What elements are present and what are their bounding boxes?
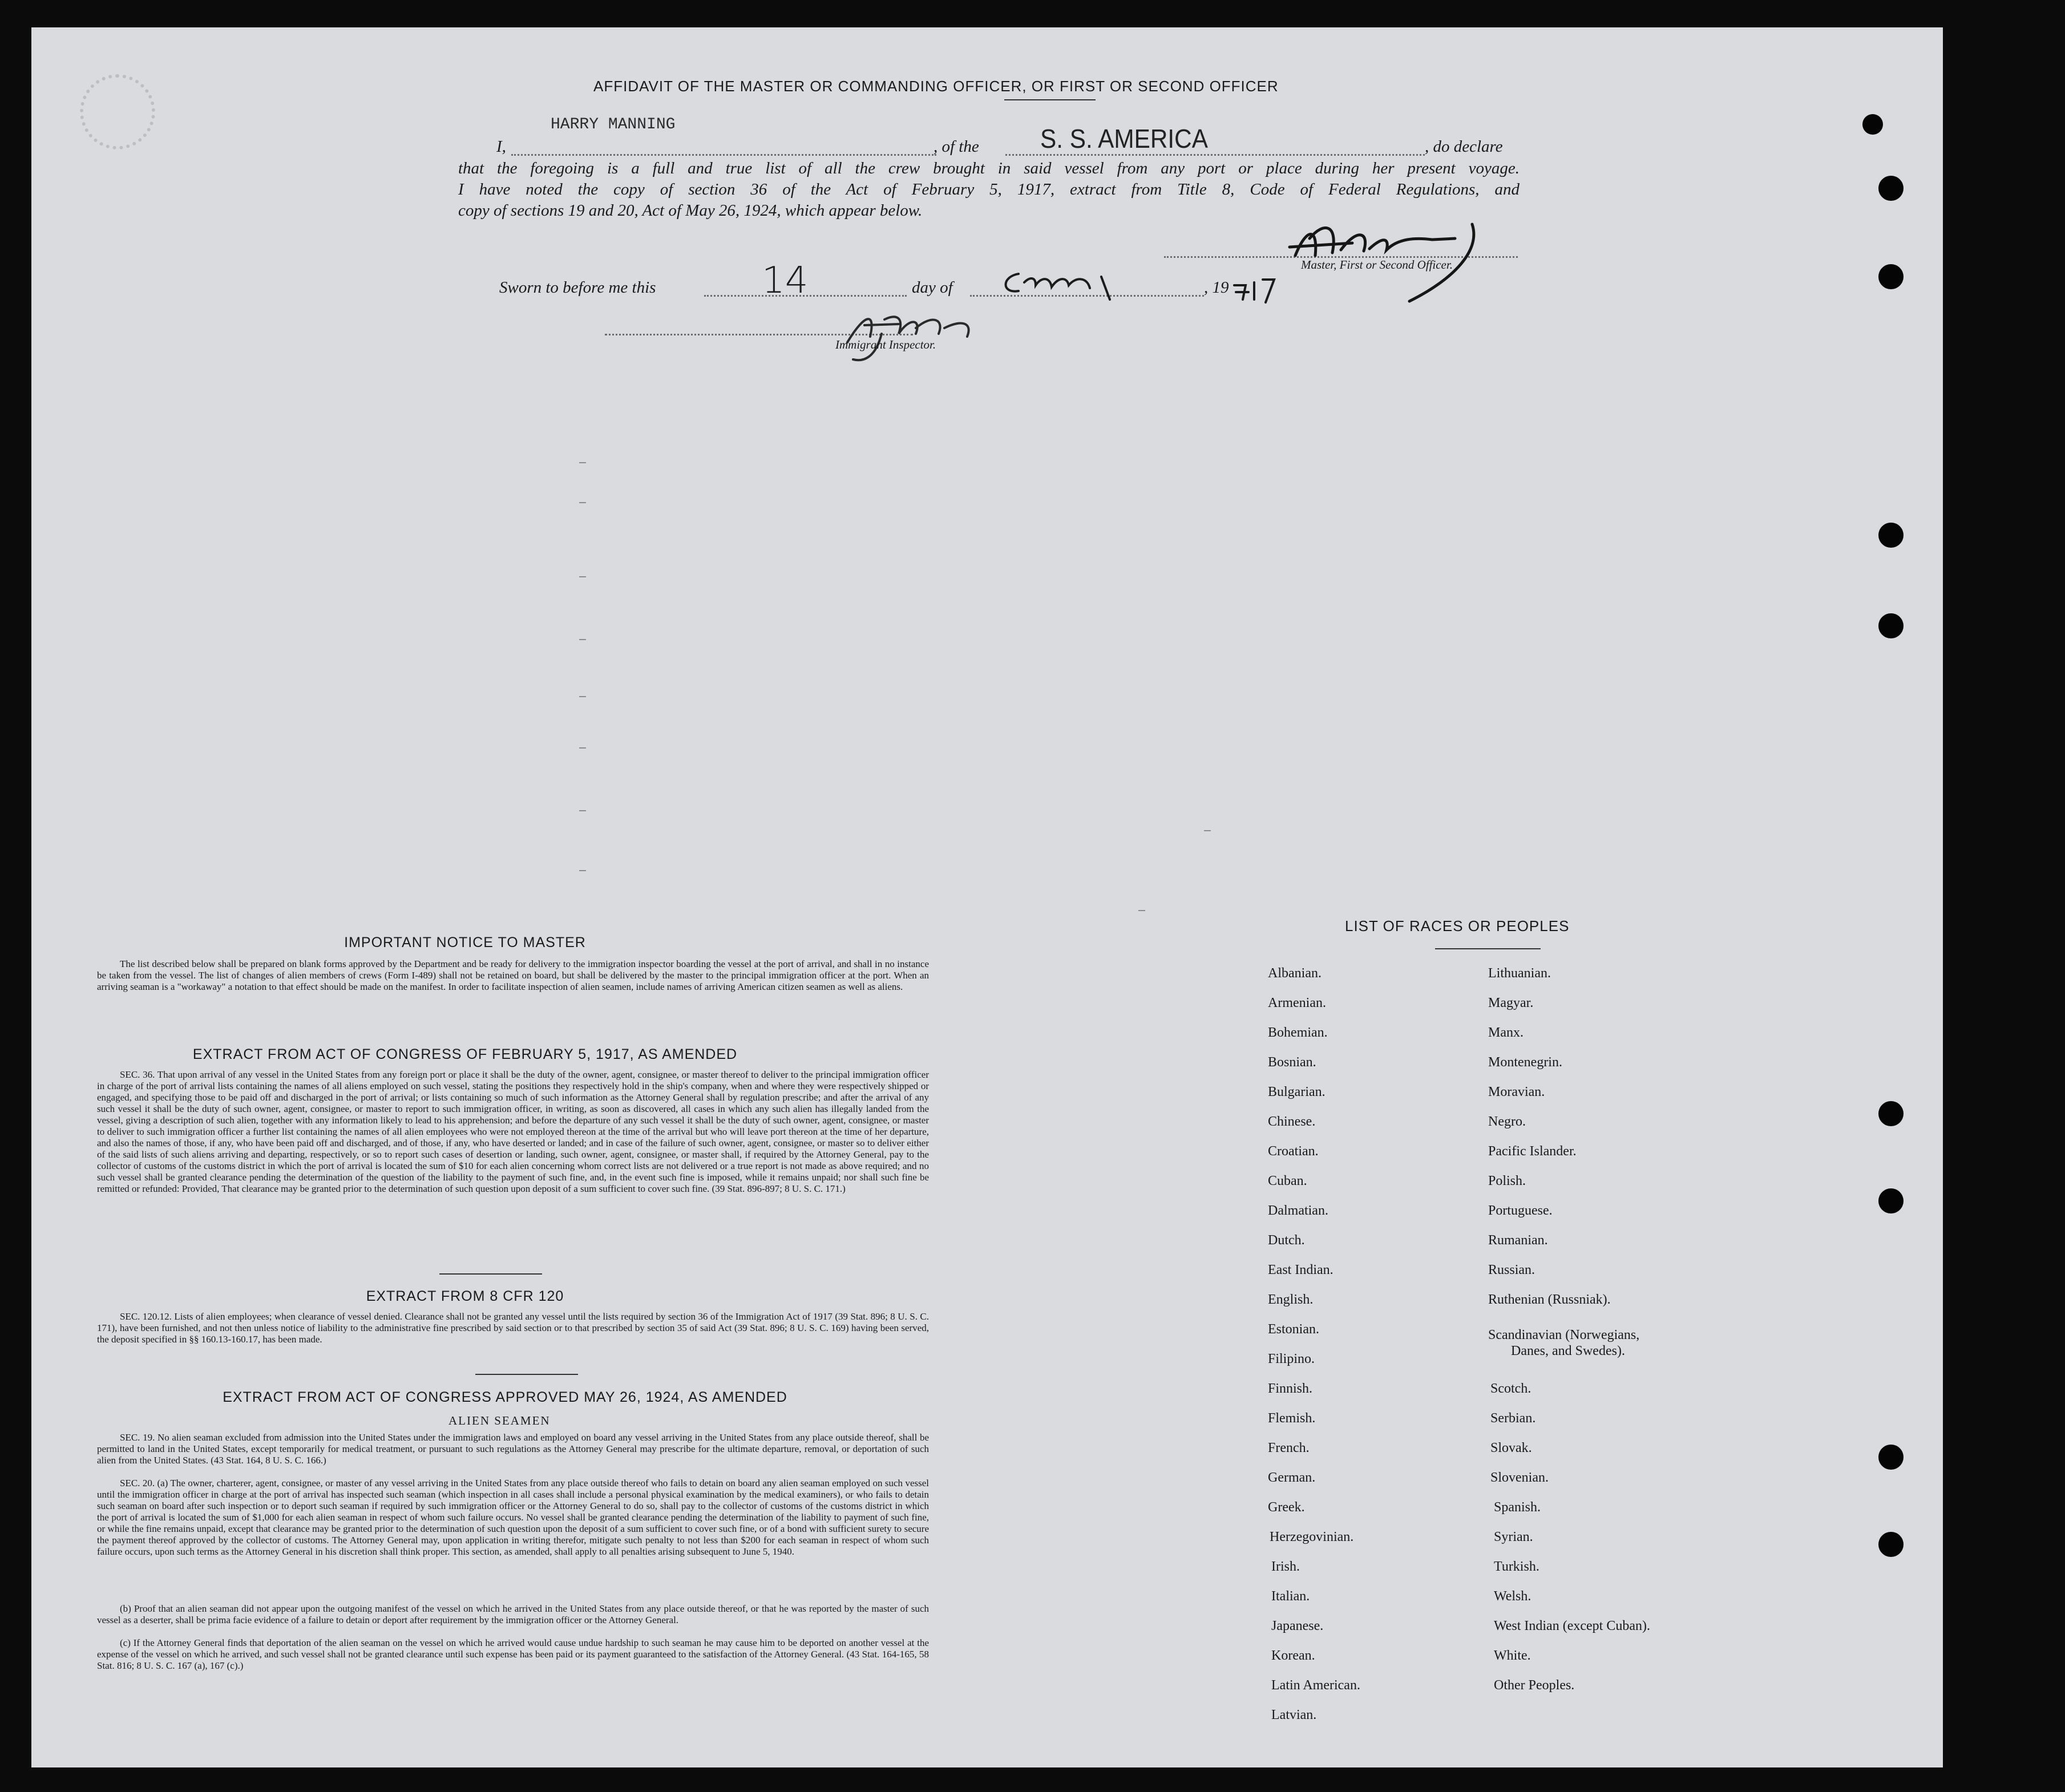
sworn-day: 14 [762,260,809,302]
extract-1924-title: EXTRACT FROM ACT OF CONGRESS APPROVED MAY 26, 1924, AS AMENDED [223,1389,787,1405]
scan-mark [579,639,586,640]
divider-rule [439,1273,542,1275]
race-item: Scandinavian (Norwegians, [1488,1328,1640,1342]
section-19: SEC. 19. No alien seaman excluded from admission into the United States under the immigration laws and employed on board any vessel arriving in the United States from any place outside thereof, shall be permitted to land in the United States, except temporarily for medical treatment, or pursuant to such regulations as the Attorney General may prescribe for the ultimate departure, removal, or deportation of such alien from the United States. (43 Stat. 164, 8 U. S. C. 166.) [97,1432,929,1466]
scan-mark [579,810,586,811]
race-item: Scotch. [1490,1381,1531,1396]
race-item: Manx. [1488,1025,1524,1040]
inspector-signature [830,302,1024,365]
race-item: Albanian. [1268,966,1322,981]
race-item: Russian. [1488,1263,1535,1277]
extract-cfr-title: EXTRACT FROM 8 CFR 120 [366,1288,564,1304]
race-item: Turkish. [1494,1559,1539,1574]
binder-hole [1878,1445,1904,1470]
race-item: White. [1494,1648,1531,1663]
race-item: German. [1268,1470,1316,1485]
race-item: Danes, and Swedes). [1511,1344,1625,1358]
binder-hole [1878,613,1904,638]
inspector-caption: Immigrant Inspector. [835,338,936,351]
scan-mark [1204,830,1211,831]
notice-title: IMPORTANT NOTICE TO MASTER [344,935,586,950]
vessel-name: S. S. AMERICA [1040,124,1208,153]
race-item: Negro. [1488,1114,1526,1129]
race-item: Other Peoples. [1494,1678,1575,1693]
race-item: Slovak. [1490,1441,1532,1455]
binder-hole [1878,1532,1904,1557]
race-item: Welsh. [1494,1589,1531,1604]
affidavit-line-2: I have noted the copy of section 36 of the Act of February 5, 1917, extract from Title 8, Code of Federal Regulations, and [458,180,1520,199]
sworn-label: Sworn to before me this [499,278,656,297]
race-item: West Indian (except Cuban). [1494,1619,1650,1633]
scan-mark [1138,910,1145,911]
binder-hole [1878,176,1904,201]
binder-hole [1878,264,1904,289]
year-handwriting [1231,268,1283,308]
race-item: Korean. [1271,1648,1315,1663]
scan-mark [579,576,586,577]
master-name: HARRY MANNING [551,116,676,134]
binder-hole [1878,1188,1904,1213]
scan-mark [579,502,586,503]
race-item: Bohemian. [1268,1025,1328,1040]
races-title: LIST OF RACES OR PEOPLES [1345,917,1570,935]
race-item: Moravian. [1488,1085,1545,1099]
race-item: Herzegovinian. [1270,1530,1354,1544]
race-item: Japanese. [1271,1619,1324,1633]
race-item: Magyar. [1488,996,1534,1010]
alien-seamen-subtitle: ALIEN SEAMEN [448,1414,551,1427]
race-item: Ruthenian (Russniak). [1488,1292,1611,1307]
year-prefix: , 19 [1204,278,1229,297]
race-item: Cuban. [1268,1174,1307,1188]
race-item: Portuguese. [1488,1203,1553,1218]
race-item: Bulgarian. [1268,1085,1326,1099]
race-item: Italian. [1271,1589,1310,1604]
title-rule [1004,99,1096,100]
affidavit-title: AFFIDAVIT OF THE MASTER OR COMMANDING OFFICER, OR FIRST OR SECOND OFFICER [593,78,1279,95]
race-item: Dutch. [1268,1233,1305,1248]
section-20b: (b) Proof that an alien seaman did not appear upon the outgoing manifest of the vessel on which he arrived in the United States from any place outside thereof, or that he was reported by the master of such vessel as a deserter, shall be prima facie evidence of a failure to detain or deport after requirement by the immigration officer or the Attorney General. [97,1603,929,1625]
do-declare-label: , do declare [1425,137,1503,156]
race-item: Latin American. [1271,1678,1360,1693]
race-item: Greek. [1268,1500,1305,1515]
race-item: Irish. [1271,1559,1300,1574]
section-20c: (c) If the Attorney General finds that deportation of the alien seaman on the vessel on which he arrived would cause undue hardship to such seaman he may cause him to be deported on another vessel at the expense of the vessel on which he arrived, and such vessel shall not be granted clearance until such expense has been paid or its payment guaranteed to the satisfaction of the Attorney General. (43 Stat. 164-165, 58 Stat. 816; 8 U. S. C. 167 (a), 167 (c).) [97,1637,929,1671]
scan-mark [579,462,586,463]
races-title-rule [1435,948,1541,949]
race-item: Lithuanian. [1488,966,1551,981]
race-item: Dalmatian. [1268,1203,1328,1218]
race-item: Latvian. [1271,1708,1317,1722]
scan-mark [579,696,586,697]
vessel-line [1005,154,1425,156]
extract-1917-body: SEC. 36. That upon arrival of any vessel in the United States from any foreign port or place it shall be the duty of the owner, agent, consignee, or master thereof to deliver to the principal immigration officer in charge of the port of arrival lists containing the names of all aliens employed on such vessel, stating the positions they respectively hold in the ship's company, when and where they were respectively shipped or engaged, and specifying those to be paid off and discharged in the port of arrival; or lists containing so much of such information as the Attorney General shall by regulation prescribe; and after the arrival of any such vessel it shall be the duty of such owner, agent, consignee, or master to report to such immigration officer, in writing, as soon as discovered, all cases in which any such alien has illegally landed from the vessel, giving a description of such alien, together with any information likely to lead to his apprehension; and before the departure of any such vessel it shall be the duty of such owner, agent, consignee, or master to deliver to such immigration officer a further list containing the names of all alien employees who were not employed thereon at the time of the arrival but who will leave port thereon at the time of her departure, and also the names of those, if any, who have been paid off and discharged, and of those, if any, who have deserted or landed; and in case of the failure of such owner, agent, consignee, or master so to deliver either of the said lists of such aliens arriving and departing, respectively, or so to report such cases of desertion or landing, such owner, agent, consignee, or master shall, if required by the Attorney General, pay to the collector of customs of the customs district in which the port of arrival is located the sum of $10 for each alien concerning whom correct lists are not delivered or a true report is not made as above required; and no such vessel shall be granted clearance pending the determination of the question of the liability to the payment of such fine, and, in the event such fine is imposed, while it remains unpaid; nor shall such fine be remitted or refunded: Provided, That clearance may be granted prior to the determination of such question upon deposit of a sum sufficient to cover such fine. (39 Stat. 896-897; 8 U. S. C. 171.) [97,1069,929,1194]
scan-mark [579,870,586,871]
binder-hole [1878,1101,1904,1126]
race-item: Pacific Islander. [1488,1144,1577,1159]
affidavit-line-1: that the foregoing is a full and true list of all the crew brought in said vessel from any port or place during her present voyage. [458,159,1520,177]
race-item: Filipino. [1268,1352,1315,1366]
race-item: Bosnian. [1268,1055,1316,1070]
race-item: Syrian. [1494,1530,1533,1544]
sworn-month-handwriting [996,260,1127,305]
master-name-line [511,154,936,156]
affidavit-i-label: I, [496,137,506,156]
race-item: Chinese. [1268,1114,1316,1129]
race-item: Estonian. [1268,1322,1319,1337]
section-20a: SEC. 20. (a) The owner, charterer, agent, consignee, or master of any vessel arriving in the United States from any place outside thereof who fails to detain on board any alien seaman employed on such vessel until the immigration officer in charge at the port of arrival has inspected such seaman (which inspection in all cases shall include a personal physical examination by the medical examiners), or who fails to detain such seaman on board after such inspection or to deport such seaman if required by such immigration officer or the Attorney General to do so, shall pay to the collector of customs of the customs district in which the port of arrival is located the sum of $1,000 for each alien seaman in respect of whom such failure occurs. No vessel shall be granted clearance pending the determination of the liability to payment of such fine, or while the fine remains unpaid, except that clearance may be granted prior to the determination of such question upon the deposit of a sum sufficient to cover such fine, or of a bond with sufficient surety to secure the payment thereof approved by the collector of customs. The Attorney General may, upon application in writing therefor, mitigate such penalty to not less than $200 for each seaman in respect of whom such failure occurs, upon such terms as the Attorney General in his discretion shall think proper. This section, as amended, shall apply to all penalties arising subsequent to June 5, 1940. [97,1478,929,1557]
binder-hole [1862,114,1883,135]
race-item: East Indian. [1268,1263,1333,1277]
race-item: French. [1268,1441,1310,1455]
race-item: English. [1268,1292,1314,1307]
binder-hole [1878,523,1904,548]
master-caption: Master, First or Second Officer. [1301,258,1453,272]
race-item: Polish. [1488,1174,1526,1188]
race-item: Serbian. [1490,1411,1536,1426]
affidavit-line-3: copy of sections 19 and 20, Act of May 26, 1924, which appear below. [458,201,923,220]
extract-cfr-body: SEC. 120.12. Lists of alien employees; when clearance of vessel denied. Clearance shall not be granted any vessel until the lists required by section 36 of the Immigration Act of 1917 (39 Stat. 896; 8 U. S. C. 171), have been furnished, and not then unless notice of liability to the administrative fine prescribed by said section or to that prescribed by section 35 of said Act (39 Stat. 896; 8 U. S. C. 169) having been served, the deposit specified in §§ 160.13-160.17, has been made. [97,1311,929,1345]
faded-stamp [80,74,155,149]
of-the-label: , of the [934,137,979,156]
scan-mark [579,747,586,749]
notice-body: The list described below shall be prepared on blank forms approved by the Department and be ready for delivery to the immigration inspector boarding the vessel at the port of arrival, and shall in no instance be taken from the vessel. The list of changes of alien members of crews (Form I-489) shall not be retained on board, but shall be delivered by the master to the principal immigration officer at the port. When an arriving seaman is a "workaway" a notation to that effect should be made on the manifest. In order to facilitate inspection of alien seamen, include names of arriving American citizen seamen as well as aliens. [97,958,929,992]
race-item: Croatian. [1268,1144,1319,1159]
race-item: Montenegrin. [1488,1055,1562,1070]
race-item: Finnish. [1268,1381,1313,1396]
race-item: Rumanian. [1488,1233,1548,1248]
race-item: Spanish. [1494,1500,1541,1515]
race-item: Flemish. [1268,1411,1316,1426]
extract-1917-title: EXTRACT FROM ACT OF CONGRESS OF FEBRUARY 5, 1917, AS AMENDED [192,1046,738,1062]
divider-rule [475,1374,578,1375]
day-of-label: day of [912,278,953,297]
race-item: Slovenian. [1490,1470,1549,1485]
race-item: Armenian. [1268,996,1326,1010]
